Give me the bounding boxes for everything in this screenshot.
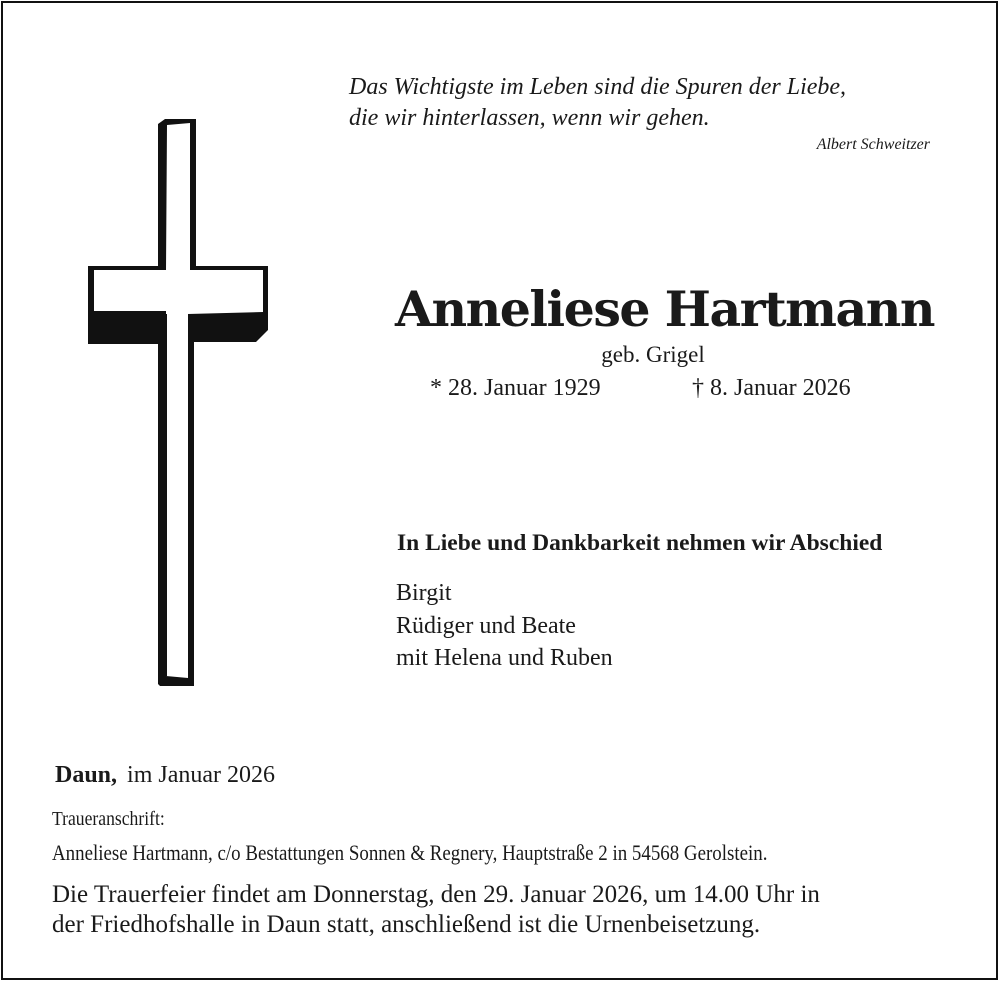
mourners-list xyxy=(396,577,613,675)
death-date: † 8. Januar 2026 xyxy=(692,375,851,401)
birth-date: * 28. Januar 1929 xyxy=(430,375,601,401)
farewell-heading: In Liebe und Dankbarkeit nehmen wir Abschied xyxy=(397,530,883,556)
quote xyxy=(349,72,934,134)
place-date xyxy=(55,762,275,789)
maiden-name: geb. Grigel xyxy=(601,342,705,367)
quote-author: Albert Schweitzer xyxy=(816,136,930,153)
mourner: mit Helena und Ruben xyxy=(396,645,613,671)
service-line-2: der Friedhofshalle in Daun statt, anschließend ist die Urnenbeisetzung. xyxy=(52,911,761,938)
mourner: Rüdiger und Beate xyxy=(396,612,576,639)
service-line-1: Die Trauerfeier findet am Donnerstag, den 29. Januar 2026, um 14.00 Uhr in xyxy=(52,881,820,908)
date: im Januar 2026 xyxy=(127,762,276,788)
service-info xyxy=(52,880,820,940)
place: Daun, xyxy=(55,762,118,788)
mourner: Birgit xyxy=(396,580,452,606)
deceased-name: Anneliese Hartmann xyxy=(394,280,934,338)
address-text: Anneliese Hartmann, c/o Bestattungen Sonnen & Regnery, Hauptstraße 2 in 54568 Gerolstein. xyxy=(52,840,768,865)
quote-line-1: Das Wichtigste im Leben sind die Spuren der Liebe, xyxy=(349,74,847,100)
address-label: Traueranschrift: xyxy=(52,808,165,830)
cross-icon xyxy=(86,116,270,688)
quote-line-2: die wir hinterlassen, wenn wir gehen. xyxy=(349,105,710,131)
